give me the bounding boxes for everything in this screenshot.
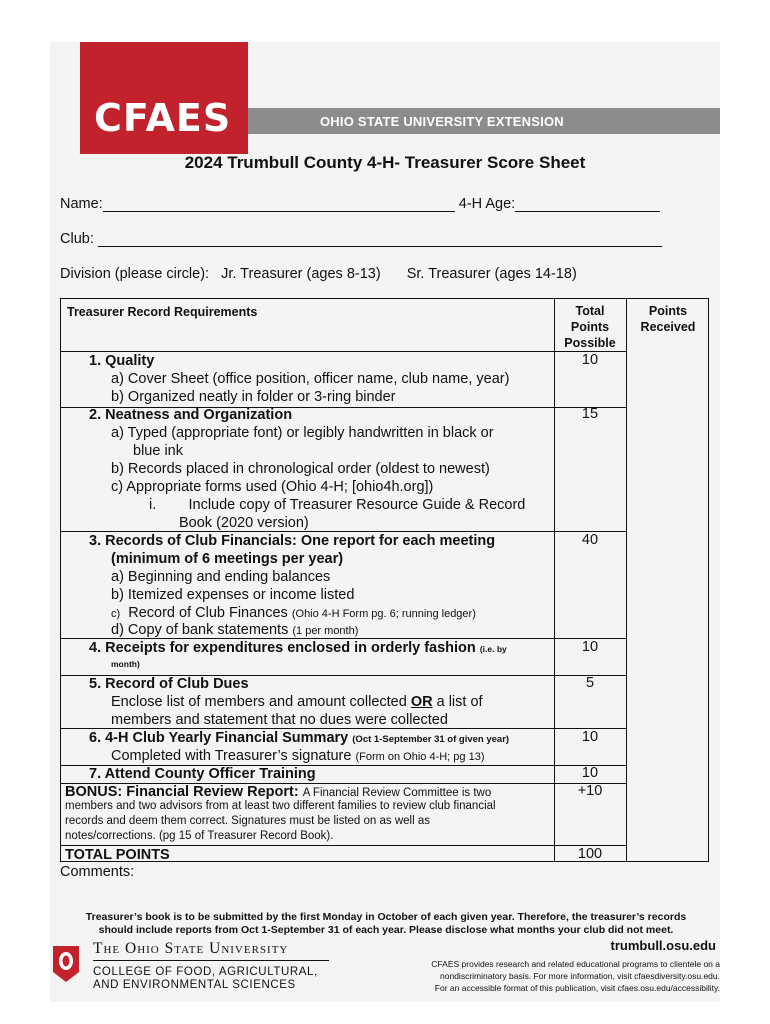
section-summary-title: 6. 4-H Club Yearly Financial Summary (Oct 1-September 31 of given year) (89, 730, 510, 746)
division-label: Division (please circle): (60, 266, 210, 282)
osu-block-o-icon (50, 944, 82, 984)
cfaes-logo-text: CFAES (94, 96, 232, 140)
page-title: 2024 Trumbull County 4-H- Treasurer Score Sheet (184, 153, 586, 172)
section-neatness-b: b) Records placed in chronological order (oldest to newest) (111, 461, 490, 477)
section-receipts-title: 4. Receipts for expenditures enclosed in orderly fashion (i.e. by (89, 640, 507, 656)
section-training-points: 10 (581, 765, 599, 781)
section-financials-title-cont: (minimum of 6 meetings per year) (111, 551, 344, 567)
club-field[interactable] (60, 231, 662, 247)
section-quality-title: 1. Quality (89, 353, 155, 369)
age-line[interactable] (515, 198, 660, 212)
section-neatness-c-i: i. Include copy of Treasurer Resource Guide & Record (149, 497, 526, 513)
section-neatness-a: a) Typed (appropriate font) or legibly handwritten in black or (111, 425, 494, 441)
club-line[interactable] (98, 233, 662, 247)
club-label: Club: (60, 231, 94, 247)
section-summary-points: 10 (581, 729, 599, 745)
submission-notice: Treasurer’s book is to be submitted by the first Monday in October of each given year. Therefore, the treasurer’s records should include reports from Oct 1-September 31 of each year. Please disclose what months your club did not meet. (85, 911, 687, 936)
section-neatness-c-i-cont: Book (2020 version) (179, 515, 309, 531)
section-dues-points: 5 (585, 675, 595, 691)
division-jr-option[interactable]: Jr. Treasurer (ages 8-13) (221, 266, 381, 282)
extension-banner (248, 108, 720, 134)
section-financials-d: d) Copy of bank statements (1 per month) (111, 622, 359, 638)
section-neatness-points: 15 (581, 406, 599, 422)
osu-wordmark: The Ohio State University (93, 940, 289, 957)
section-neatness-c: c) Appropriate forms used (Ohio 4-H; [ohio4h.org]) (111, 479, 434, 495)
section-quality-b: b) Organized neatly in folder or 3-ring binder (111, 389, 396, 405)
section-dues-line2: members and statement that no dues were collected (111, 712, 448, 728)
website-link[interactable]: trumbull.osu.edu (610, 938, 716, 953)
section-receipts-note: month) (111, 659, 140, 669)
bonus-description: members and two advisors from at least two different families to review club financial records and deem them correct. Signatures must be listed on as well as notes/corrections. (pg 15 of Treasurer Record Book). (65, 800, 496, 842)
section-quality-points: 10 (581, 352, 599, 368)
points-possible-header: Total Points Possible (564, 304, 616, 350)
division-field (60, 266, 577, 282)
age-label: 4-H Age: (458, 196, 516, 212)
section-financials-b: b) Itemized expenses or income listed (111, 587, 355, 603)
bonus-points: +10 (577, 783, 603, 799)
name-line[interactable] (103, 198, 455, 212)
requirements-header: Treasurer Record Requirements (67, 305, 258, 319)
college-name: COLLEGE OF FOOD, AGRICULTURAL, AND ENVIRONMENTAL SCIENCES (93, 966, 318, 991)
total-points-label: TOTAL POINTS (65, 847, 170, 863)
section-dues-title: 5. Record of Club Dues (89, 676, 249, 692)
section-summary-line: Completed with Treasurer’s signature (Form on Ohio 4-H; pg 13) (111, 748, 485, 764)
section-receipts-points: 10 (581, 639, 599, 655)
section-quality-a: a) Cover Sheet (office position, officer name, club name, year) (111, 371, 510, 387)
name-field[interactable] (60, 196, 660, 212)
extension-banner-text: OHIO STATE UNIVERSITY EXTENSION (320, 114, 564, 129)
division-sr-option[interactable]: Sr. Treasurer (ages 14-18) (406, 266, 577, 282)
section-financials-c: c) Record of Club Finances (Ohio 4-H Form pg. 6; running ledger) (111, 605, 476, 621)
section-financials-points: 40 (581, 532, 599, 548)
section-neatness-a-cont: blue ink (133, 443, 183, 459)
section-financials-title: 3. Records of Club Financials: One report for each meeting (89, 533, 496, 549)
nondiscrimination-note: CFAES provides research and related educational programs to clientele on a nondiscriminatory basis. For more information, visit cfaesdiversity.osu.edu. For an accessible format of this publication, visit cfaes.osu.edu/accessibility. (431, 959, 720, 993)
score-table (60, 298, 709, 862)
comments-label: Comments: (60, 864, 135, 880)
section-training-title: 7. Attend County Officer Training (89, 766, 316, 782)
section-neatness-title: 2. Neatness and Organization (89, 407, 293, 423)
section-dues-line1: Enclose list of members and amount collected OR a list of (111, 694, 483, 710)
bonus-title: BONUS: Financial Review Report: A Financial Review Committee is two (65, 784, 492, 800)
section-financials-a: a) Beginning and ending balances (111, 569, 331, 585)
points-received-header: Points Received (640, 304, 696, 334)
name-label: Name: (60, 196, 103, 212)
total-points-value: 100 (577, 846, 603, 862)
